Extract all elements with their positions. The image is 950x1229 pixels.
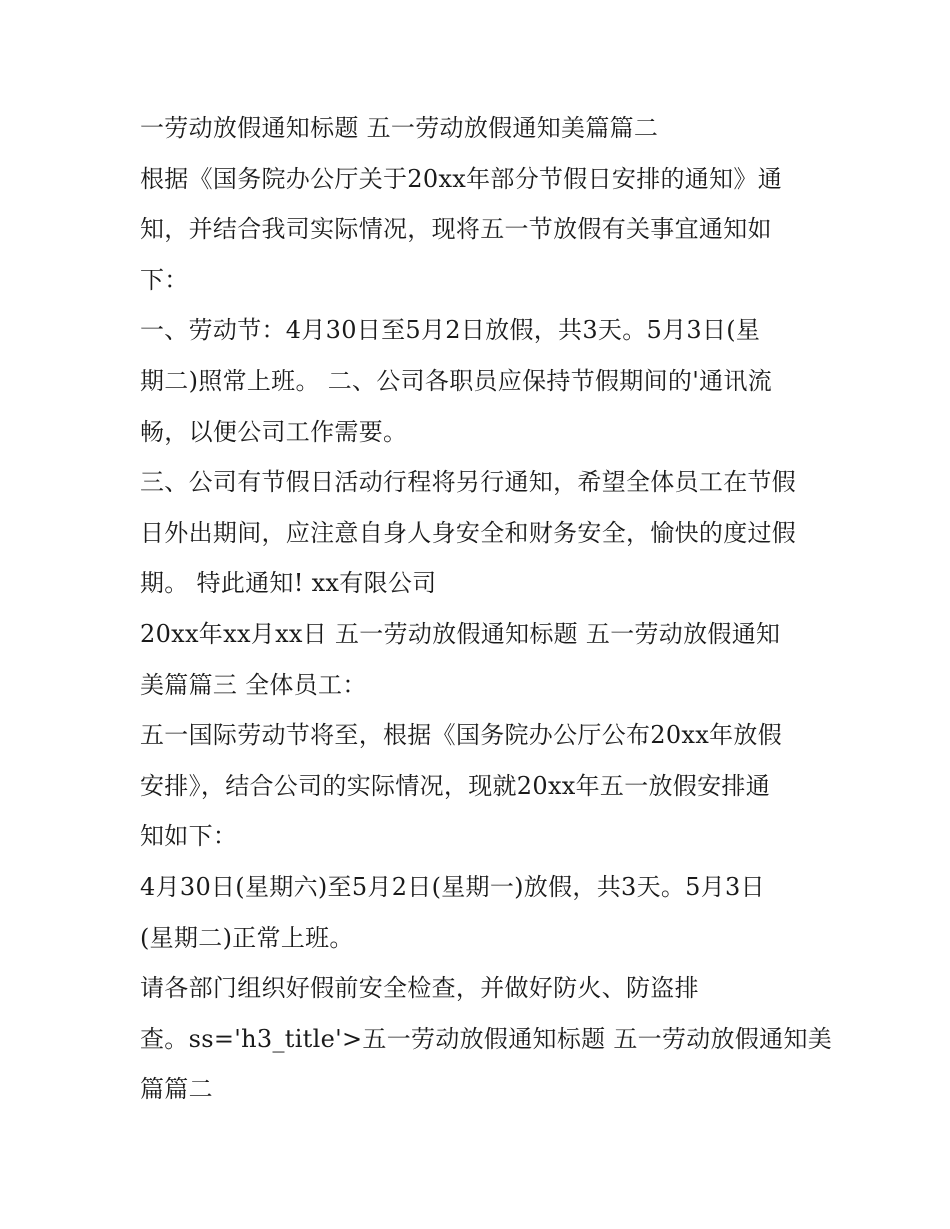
text-line-15: 知如下： xyxy=(140,822,238,851)
text-line-19: 查。ss='h3_title'>五一劳动放假通知标题 五一劳动放假通知美 xyxy=(140,1024,833,1053)
text-line-17: (星期二)正常上班。 xyxy=(140,923,354,952)
document-body xyxy=(140,103,833,1115)
text-line-4: 下： xyxy=(140,265,189,294)
text-line-11: 20xx年xx月xx日 五一劳动放假通知标题 五一劳动放假通知 xyxy=(140,619,781,648)
text-line-1: 一劳动放假通知标题 五一劳动放假通知美篇篇二 xyxy=(140,114,659,142)
text-line-7: 畅，以便公司工作需要。 xyxy=(140,417,408,446)
text-line-2: 根据《国务院办公厅关于20xx年部分节假日安排的通知》通 xyxy=(140,164,783,193)
text-line-13: 五一国际劳动节将至，根据《国务院办公厅公布20xx年放假 xyxy=(140,721,783,750)
text-line-3: 知，并结合我司实际情况，现将五一节放假有关事宜通知如 xyxy=(140,215,772,244)
text-line-10: 期。 特此通知! xx有限公司 xyxy=(140,569,437,598)
text-line-8: 三、公司有节假日活动行程将另行通知，希望全体员工在节假 xyxy=(140,468,797,497)
text-line-12: 美篇篇三 全体员工： xyxy=(140,670,367,699)
text-line-18: 请各部门组织好假前安全检查，并做好防火、防盗排 xyxy=(140,974,699,1003)
text-line-9: 日外出期间，应注意自身人身安全和财务安全，愉快的度过假 xyxy=(140,518,797,547)
text-line-20: 篇篇二 xyxy=(140,1075,213,1104)
text-line-14: 安排》，结合公司的实际情况，现就20xx年五一放假安排通 xyxy=(140,771,771,800)
text-line-16: 4月30日(星期六)至5月2日(星期一)放假，共3天。5月3日 xyxy=(140,872,765,901)
text-line-5: 一、劳动节：4月30日至5月2日放假，共3天。5月3日(星 xyxy=(140,316,761,345)
text-line-6: 期二)照常上班。 二、公司各职员应保持节假期间的'通讯流 xyxy=(140,366,772,395)
